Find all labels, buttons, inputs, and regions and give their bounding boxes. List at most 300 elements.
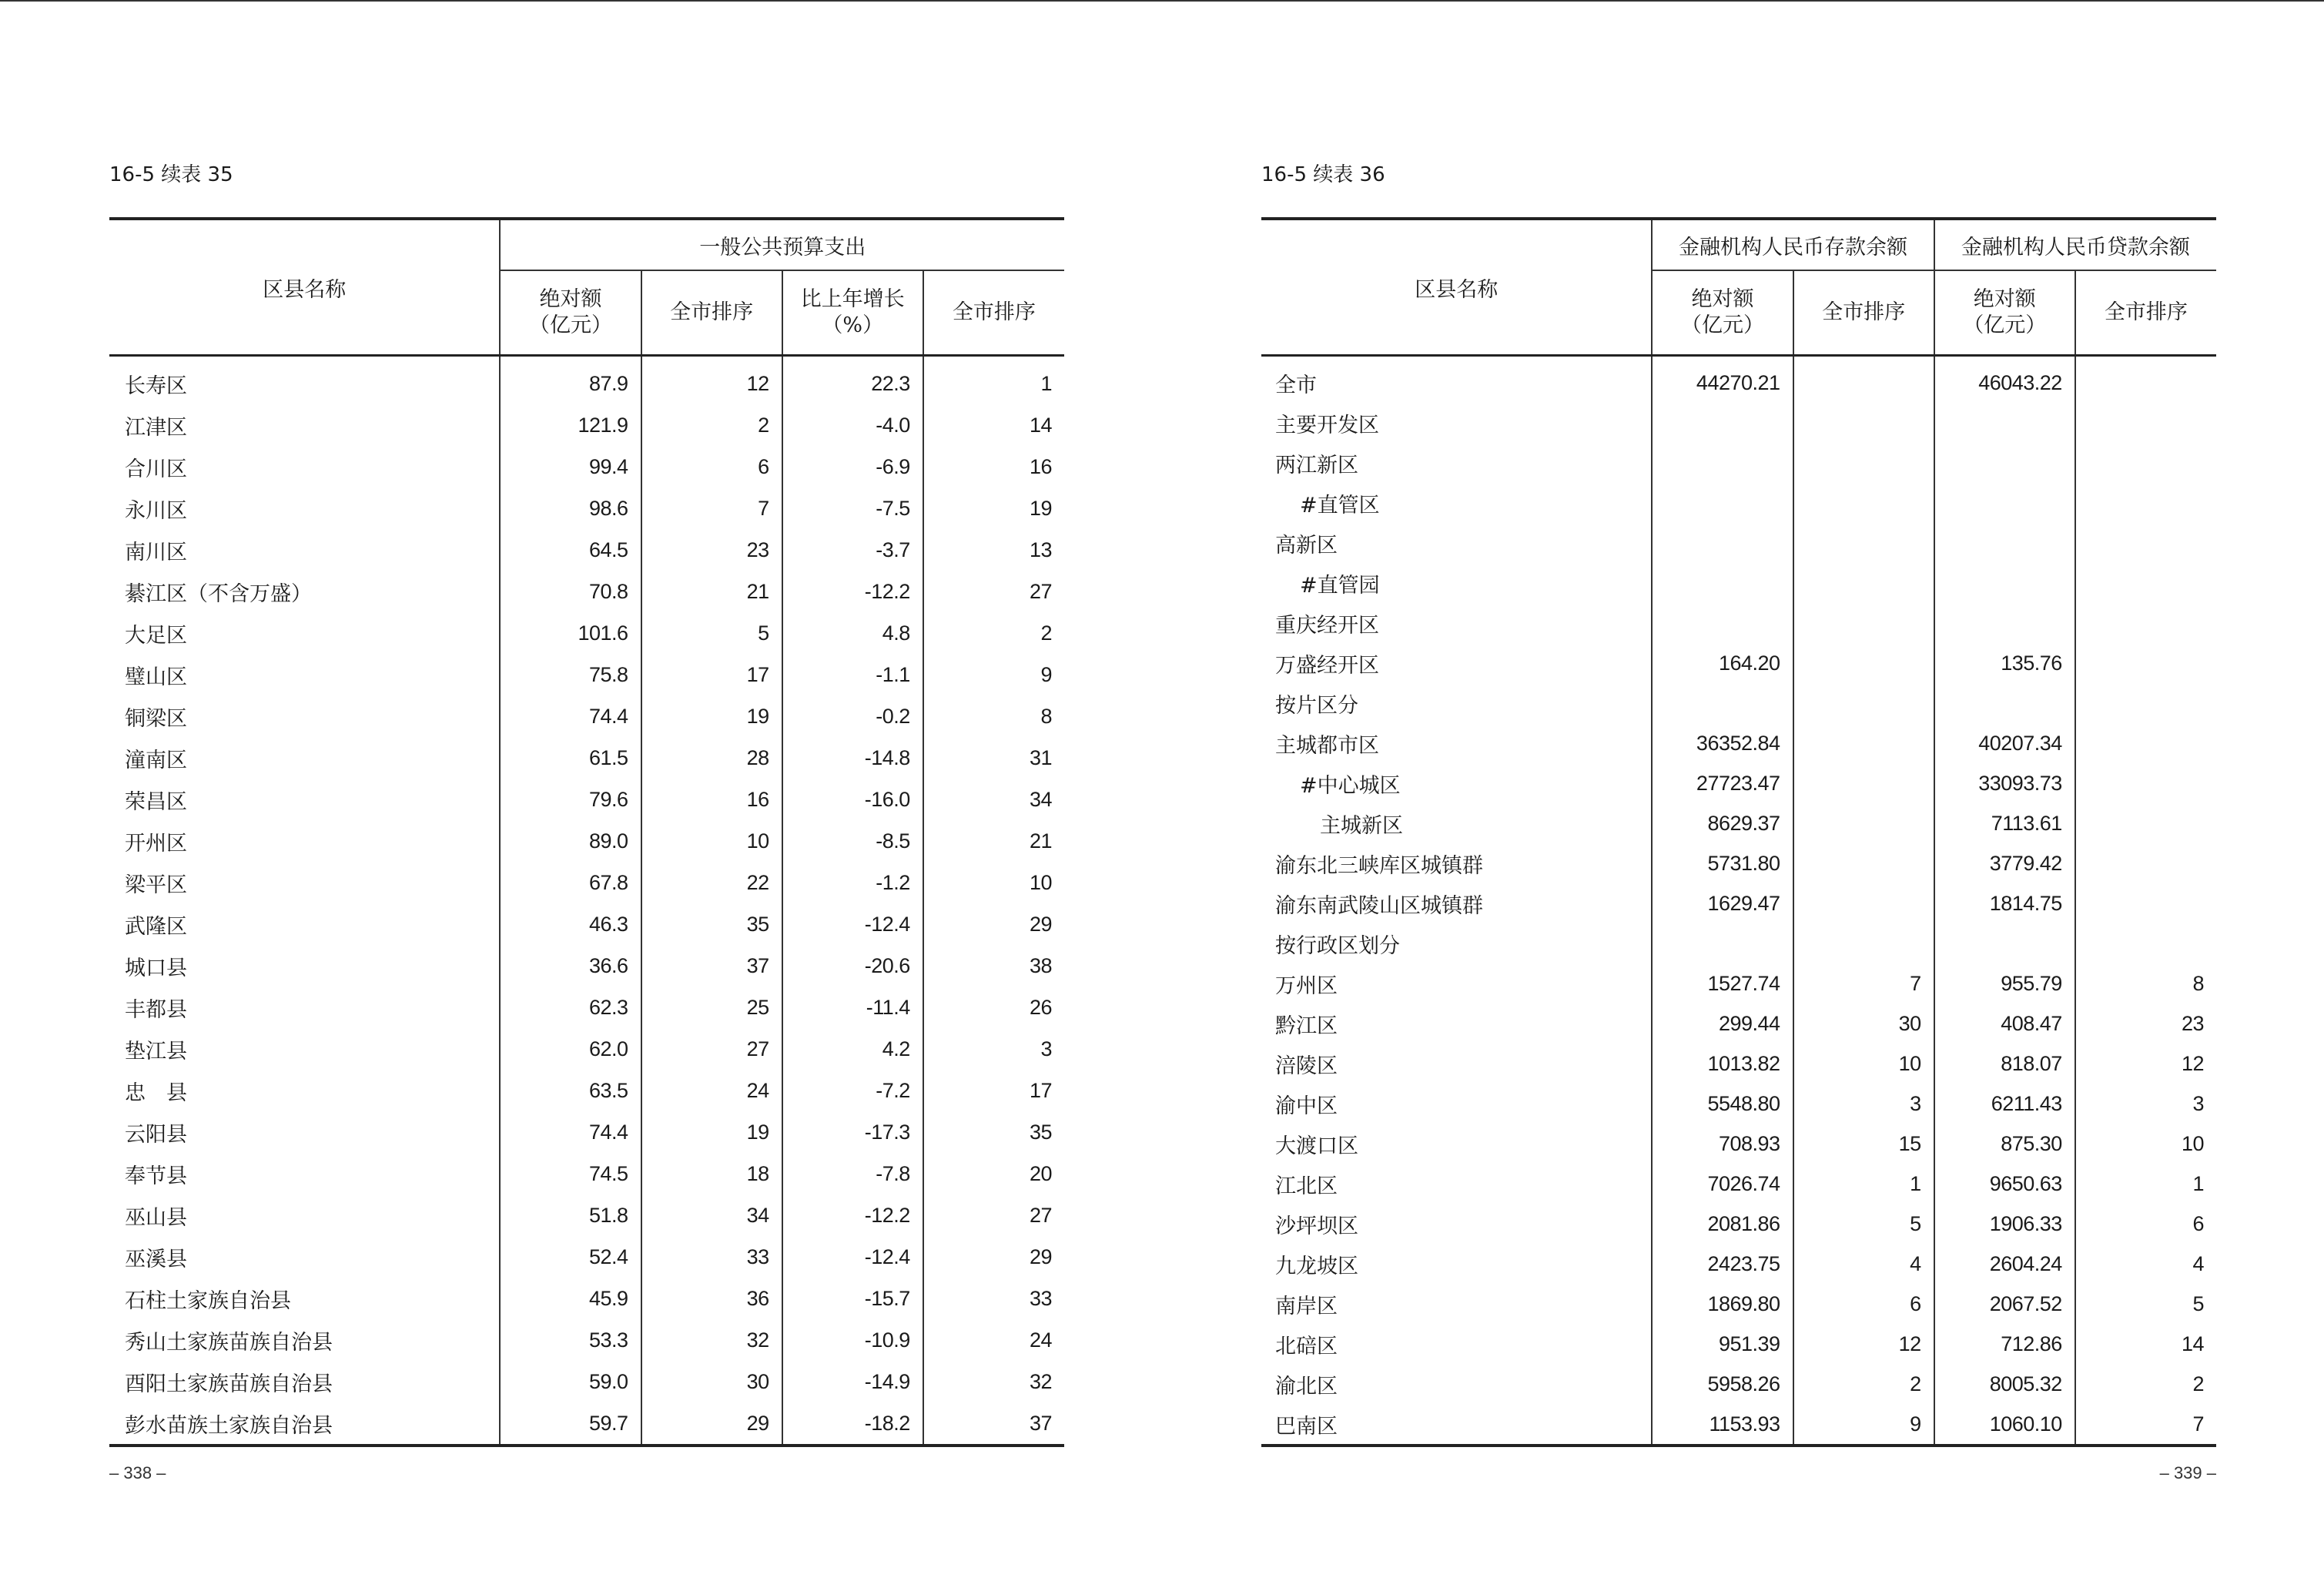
value-cell <box>2075 603 2216 643</box>
value-cell: 5958.26 <box>1652 1364 1793 1404</box>
table-row <box>1261 643 2216 683</box>
table-row <box>1261 483 2216 523</box>
value-cell: 33093.73 <box>1934 763 2075 803</box>
value-cell <box>1652 443 1793 483</box>
page-number: – 339 – <box>2159 1463 2216 1482</box>
value-cell: 10 <box>2181 1131 2204 1155</box>
value-cell: 29 <box>1029 1245 1052 1268</box>
table-body <box>1261 356 2216 1446</box>
table-row <box>1261 1364 2216 1404</box>
value-cell: -3.7 <box>782 529 923 571</box>
value-cell: 59.7 <box>500 1402 641 1446</box>
value-cell: 10 <box>641 820 782 862</box>
value-cell: 3 <box>1793 1084 1934 1124</box>
value-cell: 4 <box>1793 1244 1934 1284</box>
value-cell: 63.5 <box>500 1070 641 1111</box>
value-cell: 135.76 <box>1934 643 2075 683</box>
value-cell: -12.4 <box>782 903 923 945</box>
value-cell: 955.79 <box>1934 963 2075 1003</box>
value-cell: 46043.22 <box>1934 356 2075 404</box>
value-cell <box>1793 603 1934 643</box>
district-name-cell: 渝北区 <box>1261 1364 1652 1404</box>
table-row <box>109 903 1064 945</box>
value-cell <box>1934 483 2075 523</box>
value-cell: 4.8 <box>782 612 923 654</box>
value-cell: 24 <box>641 1070 782 1111</box>
value-cell: 875.30 <box>1934 1124 2075 1164</box>
district-name-cell: 巫山县 <box>109 1194 500 1236</box>
col-header-loan-absolute <box>1934 270 2075 356</box>
value-cell <box>1793 563 1934 603</box>
value-cell: 67.8 <box>500 862 641 903</box>
value-cell: 6 <box>1793 1284 1934 1324</box>
table-row <box>109 487 1064 529</box>
table-row <box>109 571 1064 612</box>
value-cell: -15.7 <box>782 1278 923 1319</box>
value-cell: 408.47 <box>1934 1003 2075 1044</box>
district-name-cell: 武隆区 <box>109 903 500 945</box>
value-cell: -8.5 <box>782 820 923 862</box>
value-cell <box>1652 563 1793 603</box>
table-row <box>109 356 1064 405</box>
table-row <box>109 1402 1064 1446</box>
value-cell: 27723.47 <box>1652 763 1793 803</box>
table-row <box>109 737 1064 779</box>
value-cell: 5 <box>1793 1204 1934 1244</box>
value-cell: -12.2 <box>782 571 923 612</box>
value-cell <box>2075 683 2216 723</box>
table-row <box>109 654 1064 695</box>
value-cell: 9 <box>1793 1404 1934 1446</box>
district-name-cell: 酉阳土家族苗族自治县 <box>109 1361 500 1402</box>
value-cell <box>2075 563 2216 603</box>
value-cell: 33 <box>641 1236 782 1278</box>
table-row <box>1261 1003 2216 1044</box>
value-cell: 70.8 <box>500 571 641 612</box>
table-row <box>109 779 1064 820</box>
district-name-cell: 万盛经开区 <box>1261 643 1652 683</box>
value-cell: -7.8 <box>782 1153 923 1194</box>
table-row <box>109 1111 1064 1153</box>
value-cell: -14.9 <box>782 1361 923 1402</box>
value-cell <box>1793 683 1934 723</box>
value-cell: 23 <box>641 529 782 571</box>
value-cell <box>1934 563 2075 603</box>
value-cell <box>1934 523 2075 563</box>
table-row <box>1261 603 2216 643</box>
value-cell <box>2075 883 2216 923</box>
value-cell: 3779.42 <box>1934 843 2075 883</box>
col-group-budget-expenditure: 一般公共预算支出 <box>500 219 1064 270</box>
table-title: 16-5 续表 36 <box>1261 163 1385 186</box>
value-cell: 89.0 <box>500 820 641 862</box>
value-cell: 37 <box>923 1402 1064 1446</box>
table-row <box>1261 1204 2216 1244</box>
value-cell: 35 <box>1029 1120 1052 1144</box>
value-cell: 1814.75 <box>1934 883 2075 923</box>
value-cell: 36 <box>641 1278 782 1319</box>
table-row <box>1261 1244 2216 1284</box>
table-row <box>109 987 1064 1028</box>
table-row <box>1261 883 2216 923</box>
page-number: – 338 – <box>109 1463 166 1482</box>
district-name-cell: 彭水苗族土家族自治县 <box>109 1402 500 1446</box>
value-cell: 8629.37 <box>1652 803 1793 843</box>
col-header-district: 区县名称 <box>109 219 500 356</box>
value-cell: 12 <box>1793 1324 1934 1364</box>
value-cell: 21 <box>641 571 782 612</box>
value-cell: 2604.24 <box>1934 1244 2075 1284</box>
district-name-cell: 九龙坡区 <box>1261 1244 1652 1284</box>
value-cell: 5 <box>641 612 782 654</box>
value-cell: 28 <box>641 737 782 779</box>
value-cell: 3 <box>1040 1037 1052 1060</box>
district-name-cell: 巫溪县 <box>109 1236 500 1278</box>
value-cell: 7 <box>641 487 782 529</box>
table-body <box>109 356 1064 1446</box>
district-name-cell: 主城新区 <box>1261 803 1652 843</box>
col-header-loan-rank: 全市排序 <box>2075 270 2216 356</box>
table-row <box>1261 563 2216 603</box>
header-text: 绝对额 （亿元） <box>1680 287 1764 337</box>
district-name-cell: 开州区 <box>109 820 500 862</box>
value-cell: 36.6 <box>500 945 641 987</box>
value-cell: 121.9 <box>500 404 641 446</box>
district-name-cell: 垫江县 <box>109 1028 500 1070</box>
header-text: 绝对额 （亿元） <box>528 287 612 337</box>
value-cell: 12 <box>641 356 782 405</box>
col-header-deposit-absolute <box>1652 270 1793 356</box>
district-name-cell: 大足区 <box>109 612 500 654</box>
header-text: 绝对额 （亿元） <box>1963 287 2047 337</box>
value-cell: 2423.75 <box>1652 1244 1793 1284</box>
table-row <box>1261 1324 2216 1364</box>
value-cell: 1869.80 <box>1652 1284 1793 1324</box>
value-cell: 6 <box>2192 1211 2204 1235</box>
district-name-cell: 石柱土家族自治县 <box>109 1278 500 1319</box>
value-cell: 1 <box>1793 1164 1934 1204</box>
table-row <box>109 1070 1064 1111</box>
district-name-cell: 荣昌区 <box>109 779 500 820</box>
value-cell: 712.86 <box>1934 1324 2075 1364</box>
value-cell: 74.5 <box>500 1153 641 1194</box>
district-name-cell: 梁平区 <box>109 862 500 903</box>
value-cell: 164.20 <box>1652 643 1793 683</box>
value-cell: 44270.21 <box>1652 356 1793 404</box>
deposit-loan-table <box>1261 217 2216 1447</box>
value-cell: 32 <box>1029 1369 1052 1393</box>
value-cell: 8 <box>2192 971 2204 995</box>
district-name-cell: 按片区分 <box>1261 683 1652 723</box>
value-cell <box>1652 683 1793 723</box>
value-cell: -6.9 <box>782 446 923 487</box>
value-cell: 10 <box>1793 1044 1934 1084</box>
value-cell <box>1652 403 1793 443</box>
value-cell: 38 <box>1029 953 1052 977</box>
value-cell: 14 <box>1029 413 1052 437</box>
district-name-cell: 城口县 <box>109 945 500 987</box>
value-cell <box>1793 643 1934 683</box>
value-cell: 79.6 <box>500 779 641 820</box>
table-title: 16-5 续表 35 <box>109 163 233 186</box>
district-name-cell: 重庆经开区 <box>1261 603 1652 643</box>
value-cell <box>1793 883 1934 923</box>
value-cell: 17 <box>641 654 782 695</box>
value-cell <box>2075 723 2216 763</box>
value-cell <box>1793 843 1934 883</box>
value-cell: 10 <box>1029 870 1052 894</box>
table-row <box>1261 1044 2216 1084</box>
district-name-cell: 永川区 <box>109 487 500 529</box>
value-cell: 62.3 <box>500 987 641 1028</box>
value-cell: 74.4 <box>500 695 641 737</box>
value-cell: 27 <box>1029 579 1052 603</box>
value-cell: -10.9 <box>782 1319 923 1361</box>
value-cell: 4.2 <box>782 1028 923 1070</box>
value-cell: -12.2 <box>782 1194 923 1236</box>
value-cell: 36352.84 <box>1652 723 1793 763</box>
district-name-cell: 江津区 <box>109 404 500 446</box>
value-cell <box>1652 483 1793 523</box>
district-name-cell: 丰都县 <box>109 987 500 1028</box>
value-cell: 15 <box>1793 1124 1934 1164</box>
value-cell <box>2075 483 2216 523</box>
district-name-cell: 奉节县 <box>109 1153 500 1194</box>
value-cell <box>1934 923 2075 963</box>
value-cell <box>1652 923 1793 963</box>
value-cell: -18.2 <box>782 1402 923 1446</box>
value-cell: -12.4 <box>782 1236 923 1278</box>
table-row <box>109 1278 1064 1319</box>
value-cell: 7026.74 <box>1652 1164 1793 1204</box>
value-cell: 101.6 <box>500 612 641 654</box>
value-cell: 1 <box>1040 371 1052 395</box>
value-cell: 9 <box>1040 662 1052 686</box>
value-cell: 14 <box>2181 1332 2204 1355</box>
value-cell: 61.5 <box>500 737 641 779</box>
value-cell: 52.4 <box>500 1236 641 1278</box>
col-group-deposits: 金融机构人民币存款余额 <box>1652 219 1934 270</box>
table-row <box>1261 1164 2216 1204</box>
value-cell: 5731.80 <box>1652 843 1793 883</box>
table-row <box>109 862 1064 903</box>
value-cell: 818.07 <box>1934 1044 2075 1084</box>
value-cell: 29 <box>641 1402 782 1446</box>
value-cell: 30 <box>641 1361 782 1402</box>
value-cell: 23 <box>2181 1011 2204 1035</box>
value-cell: 59.0 <box>500 1361 641 1402</box>
table-row <box>109 695 1064 737</box>
value-cell: -7.2 <box>782 1070 923 1111</box>
district-name-cell: 北碚区 <box>1261 1324 1652 1364</box>
value-cell <box>1934 403 2075 443</box>
value-cell <box>2075 443 2216 483</box>
value-cell <box>2075 843 2216 883</box>
table-row <box>1261 723 2216 763</box>
district-name-cell: 两江新区 <box>1261 443 1652 483</box>
value-cell <box>2075 523 2216 563</box>
value-cell <box>1793 356 1934 404</box>
value-cell <box>2075 356 2216 404</box>
district-name-cell: 全市 <box>1261 356 1652 404</box>
value-cell: 16 <box>1029 454 1052 478</box>
value-cell: 99.4 <box>500 446 641 487</box>
value-cell <box>1793 523 1934 563</box>
table-row <box>109 1236 1064 1278</box>
value-cell: 4 <box>2192 1251 2204 1275</box>
district-name-cell: 潼南区 <box>109 737 500 779</box>
col-header-rank: 全市排序 <box>641 270 782 356</box>
district-name-cell: 按行政区划分 <box>1261 923 1652 963</box>
value-cell: 2 <box>2192 1372 2204 1395</box>
value-cell: -14.8 <box>782 737 923 779</box>
district-name-cell: #直管园 <box>1261 563 1652 603</box>
col-header-growth <box>782 270 923 356</box>
budget-expenditure-table <box>109 217 1064 1447</box>
value-cell: 98.6 <box>500 487 641 529</box>
district-name-cell: 大渡口区 <box>1261 1124 1652 1164</box>
table-row <box>1261 843 2216 883</box>
district-name-cell: 主城都市区 <box>1261 723 1652 763</box>
value-cell: 51.8 <box>500 1194 641 1236</box>
district-name-cell: 万州区 <box>1261 963 1652 1003</box>
value-cell <box>1934 603 2075 643</box>
value-cell: 5548.80 <box>1652 1084 1793 1124</box>
district-name-cell: 铜梁区 <box>109 695 500 737</box>
value-cell: 53.3 <box>500 1319 641 1361</box>
col-header-deposit-rank: 全市排序 <box>1793 270 1934 356</box>
value-cell: 2081.86 <box>1652 1204 1793 1244</box>
value-cell: 33 <box>1029 1286 1052 1310</box>
value-cell: 35 <box>641 903 782 945</box>
value-cell: -20.6 <box>782 945 923 987</box>
table-row <box>1261 1124 2216 1164</box>
value-cell: 75.8 <box>500 654 641 695</box>
table-row <box>1261 803 2216 843</box>
district-name-cell: 合川区 <box>109 446 500 487</box>
value-cell: 1013.82 <box>1652 1044 1793 1084</box>
table-row <box>1261 523 2216 563</box>
value-cell: 951.39 <box>1652 1324 1793 1364</box>
table-row <box>109 1361 1064 1402</box>
value-cell: -17.3 <box>782 1111 923 1153</box>
value-cell: -1.1 <box>782 654 923 695</box>
table-row <box>109 820 1064 862</box>
value-cell: 37 <box>641 945 782 987</box>
table-row <box>109 1153 1064 1194</box>
table-row <box>109 404 1064 446</box>
table-row <box>109 1319 1064 1361</box>
value-cell: 32 <box>641 1319 782 1361</box>
district-name-cell: 渝东北三峡库区城镇群 <box>1261 843 1652 883</box>
value-cell: 6211.43 <box>1934 1084 2075 1124</box>
value-cell: 2 <box>1793 1364 1934 1404</box>
value-cell: 6 <box>641 446 782 487</box>
value-cell <box>2075 643 2216 683</box>
value-cell <box>1793 923 1934 963</box>
value-cell: 34 <box>641 1194 782 1236</box>
district-name-cell: 渝中区 <box>1261 1084 1652 1124</box>
district-name-cell: 巴南区 <box>1261 1404 1652 1446</box>
district-name-cell: 璧山区 <box>109 654 500 695</box>
value-cell: 2 <box>641 404 782 446</box>
value-cell: -4.0 <box>782 404 923 446</box>
value-cell: 12 <box>2181 1051 2204 1075</box>
district-name-cell: 黔江区 <box>1261 1003 1652 1044</box>
value-cell: 26 <box>1029 995 1052 1019</box>
value-cell <box>1652 523 1793 563</box>
district-name-cell: 长寿区 <box>109 356 500 405</box>
district-name-cell: 南岸区 <box>1261 1284 1652 1324</box>
table-row <box>1261 1084 2216 1124</box>
district-name-cell: 渝东南武陵山区城镇群 <box>1261 883 1652 923</box>
district-name-cell: #中心城区 <box>1261 763 1652 803</box>
value-cell <box>1934 443 2075 483</box>
value-cell: 27 <box>641 1028 782 1070</box>
value-cell: 7113.61 <box>1934 803 2075 843</box>
table-row <box>109 529 1064 571</box>
district-name-cell: 忠 县 <box>109 1070 500 1111</box>
value-cell: -16.0 <box>782 779 923 820</box>
value-cell: 16 <box>641 779 782 820</box>
value-cell: 8005.32 <box>1934 1364 2075 1404</box>
header-text: 比上年增长 （%） <box>800 287 905 337</box>
district-name-cell: 綦江区（不含万盛） <box>109 571 500 612</box>
value-cell: 19 <box>641 1111 782 1153</box>
district-name-cell: 高新区 <box>1261 523 1652 563</box>
value-cell <box>1793 803 1934 843</box>
district-name-cell: 主要开发区 <box>1261 403 1652 443</box>
value-cell: 9650.63 <box>1934 1164 2075 1204</box>
value-cell: 8 <box>1040 704 1052 728</box>
value-cell: 1153.93 <box>1652 1404 1793 1446</box>
value-cell: 22 <box>641 862 782 903</box>
value-cell: 2067.52 <box>1934 1284 2075 1324</box>
value-cell: 21 <box>1029 829 1052 853</box>
table-row <box>1261 403 2216 443</box>
value-cell: 25 <box>641 987 782 1028</box>
value-cell: 22.3 <box>782 356 923 405</box>
value-cell <box>1793 403 1934 443</box>
table-row <box>109 446 1064 487</box>
value-cell: 5 <box>2192 1292 2204 1315</box>
value-cell: 30 <box>1793 1003 1934 1044</box>
value-cell: 1060.10 <box>1934 1404 2075 1446</box>
value-cell: -7.5 <box>782 487 923 529</box>
value-cell <box>1793 723 1934 763</box>
value-cell: 87.9 <box>500 356 641 405</box>
district-name-cell: 涪陵区 <box>1261 1044 1652 1084</box>
district-name-cell: 云阳县 <box>109 1111 500 1153</box>
district-name-cell: 江北区 <box>1261 1164 1652 1204</box>
table-row <box>1261 683 2216 723</box>
value-cell: 1527.74 <box>1652 963 1793 1003</box>
value-cell <box>1793 443 1934 483</box>
col-group-loans: 金融机构人民币贷款余额 <box>1934 219 2216 270</box>
value-cell: 1629.47 <box>1652 883 1793 923</box>
value-cell: 62.0 <box>500 1028 641 1070</box>
value-cell: 7 <box>1793 963 1934 1003</box>
value-cell: 40207.34 <box>1934 723 2075 763</box>
table-row <box>109 1194 1064 1236</box>
table-row <box>1261 963 2216 1003</box>
value-cell: 34 <box>1029 787 1052 811</box>
value-cell: 24 <box>1029 1328 1052 1352</box>
table-row <box>1261 763 2216 803</box>
value-cell: -11.4 <box>782 987 923 1028</box>
district-name-cell: 秀山土家族苗族自治县 <box>109 1319 500 1361</box>
value-cell <box>2075 923 2216 963</box>
